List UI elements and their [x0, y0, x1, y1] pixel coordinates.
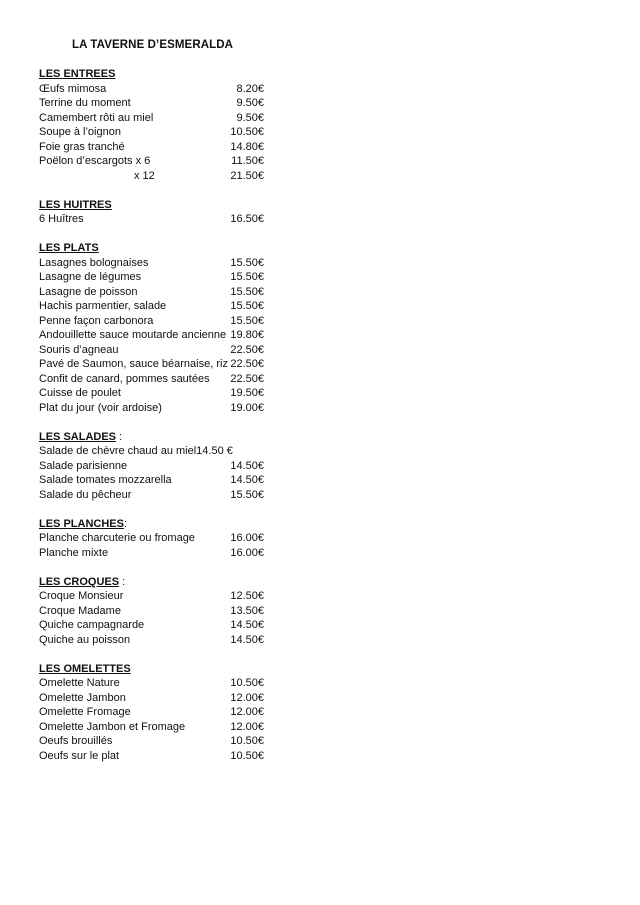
menu-item-name: Quiche campagnarde: [39, 619, 145, 631]
menu-item-name: Croque Monsieur: [39, 590, 124, 602]
menu-item-name: Andouillette sauce moutarde ancienne: [39, 329, 227, 341]
menu-item: [39, 401, 299, 416]
menu-item: [39, 256, 299, 271]
menu-item: [39, 357, 299, 372]
menu-item-name: Cuisse de poulet: [39, 387, 121, 399]
menu-item-name: Salade de chèvre chaud au miel: [39, 445, 197, 457]
menu-item-name: Souris d’agneau: [39, 343, 119, 356]
menu-item: [39, 531, 299, 546]
menu-item-price: 9.50€: [236, 97, 264, 109]
menu-item-price: 15.50€: [230, 256, 264, 269]
menu-item-name: Omelette Fromage: [39, 706, 131, 718]
menu-list: [39, 67, 299, 763]
menu-item-price: 10.50€: [230, 677, 264, 689]
menu-item: [39, 444, 299, 459]
menu-section: [39, 517, 299, 561]
menu-item-price: 19.00€: [230, 401, 264, 414]
menu-item: [39, 314, 299, 329]
menu-item: [39, 125, 299, 140]
menu-item-price: 16.00€: [230, 532, 264, 544]
menu-item-price: 21.50€: [230, 169, 264, 182]
section-heading: [39, 575, 299, 590]
menu-item: [39, 604, 299, 619]
menu-item-name: Hachis parmentier, salade: [39, 300, 167, 312]
menu-item-price: 22.50€: [230, 372, 264, 385]
section-heading: [39, 430, 299, 445]
menu-item: [39, 343, 299, 358]
menu-item-name: Penne façon carbonora: [39, 314, 154, 327]
menu-item-price: 19.50€: [230, 387, 264, 399]
menu-item: [39, 140, 299, 155]
menu-item-name: Oeufs brouillés: [39, 735, 113, 747]
section-heading: [39, 241, 299, 256]
menu-item: [39, 546, 299, 561]
menu-item: [39, 96, 299, 111]
menu-item-price: 15.50€: [230, 271, 264, 283]
menu-item: [39, 169, 299, 184]
menu-item-price: 12.00€: [230, 706, 264, 718]
menu-item: [39, 691, 299, 706]
menu-item-name: Quiche au poisson: [39, 633, 131, 646]
menu-item-price: 13.50€: [230, 604, 264, 617]
menu-item-price: 14.50€: [230, 459, 264, 472]
menu-item-name: Œufs mimosa: [39, 82, 107, 95]
menu-item-name: Soupe à l’oignon: [39, 126, 121, 138]
menu-item-name: Poëlon d’escargots x 6: [39, 155, 151, 167]
menu-item-price: 15.50€: [230, 285, 264, 298]
menu-item-price: 15.50€: [230, 314, 264, 327]
menu-item: [39, 111, 299, 126]
section-title-suffix: :: [123, 517, 128, 530]
menu-item-price: 16.50€: [230, 213, 264, 225]
menu-item: [39, 720, 299, 735]
section-heading: [39, 662, 299, 677]
menu-item: [39, 328, 299, 343]
menu-item-price: 9.50€: [236, 111, 264, 124]
section-title-suffix: :: [119, 575, 126, 588]
menu-item: [39, 473, 299, 488]
menu-item-name: Plat du jour (voir ardoise): [39, 401, 162, 414]
menu-item: [39, 676, 299, 691]
menu-section: [39, 430, 299, 503]
menu-item-name: Omelette Nature: [39, 677, 120, 689]
menu-section: [39, 67, 299, 183]
menu-item: [39, 705, 299, 720]
menu-item-name: Omelette Jambon et Fromage: [39, 720, 186, 733]
section-title: LES PLANCHES: [39, 517, 124, 530]
menu-item: [39, 618, 299, 633]
menu-item: [39, 633, 299, 648]
menu-item-price: 15.50€: [230, 488, 264, 501]
section-title: LES SALADES: [39, 430, 117, 443]
menu-item-price: 15.50€: [230, 300, 264, 312]
menu-item-name: Planche mixte: [39, 546, 109, 559]
menu-item-price: 8.20€: [236, 82, 264, 95]
menu-item-name: x 12: [134, 169, 155, 182]
menu-item-price: 12.50€: [230, 590, 264, 602]
menu-item-price: 22.50€: [230, 358, 264, 370]
menu-item: [39, 154, 299, 169]
section-heading: [39, 198, 299, 213]
menu-item-name: Lasagne de poisson: [39, 285, 138, 298]
menu-item-price: 22.50€: [230, 343, 264, 356]
menu-item-name: Lasagnes bolognaises: [39, 256, 149, 269]
menu-item-name: Confit de canard, pommes sautées: [39, 372, 210, 385]
menu-item-name: Croque Madame: [39, 604, 121, 617]
menu-item-name: Salade parisienne: [39, 459, 128, 472]
menu-item-price: 12.00€: [230, 691, 264, 704]
menu-item-name: 6 Huîtres: [39, 213, 84, 225]
menu-item: [39, 299, 299, 314]
menu-item: [39, 734, 299, 749]
page-title: LA TAVERNE D’ESMERALDA: [72, 39, 234, 51]
menu-item-name: Lasagne de légumes: [39, 271, 142, 283]
menu-item: [39, 270, 299, 285]
menu-item-price: 14.50€: [230, 474, 264, 486]
menu-item-price: 10.50€: [230, 126, 264, 138]
menu-item-price: 10.50€: [230, 735, 264, 747]
menu-item-price: 14.50€: [230, 619, 264, 631]
menu-item-name: Camembert rôti au miel: [39, 111, 154, 124]
section-heading: [39, 517, 299, 532]
menu-section: [39, 575, 299, 648]
menu-item-name: Planche charcuterie ou fromage: [39, 532, 195, 544]
section-title: LES CROQUES: [39, 575, 120, 588]
menu-item-price: 10.50€: [230, 749, 264, 762]
menu-item-price: 14.50€: [230, 633, 264, 646]
menu-item-name: Omelette Jambon: [39, 691, 126, 704]
menu-item: [39, 372, 299, 387]
menu-item: [39, 589, 299, 604]
menu-item: [39, 749, 299, 764]
menu-item: [39, 459, 299, 474]
menu-item-name: Foie gras tranché: [39, 140, 125, 153]
menu-item-price: 14.50 €: [196, 445, 233, 457]
section-title: LES OMELETTES: [39, 662, 131, 675]
menu-item-price: 12.00€: [230, 720, 264, 733]
menu-item-name: Oeufs sur le plat: [39, 749, 120, 762]
section-title: LES ENTREES: [39, 68, 116, 80]
menu-item-price: 11.50€: [231, 155, 264, 167]
menu-item-price: 19.80€: [230, 329, 264, 341]
menu-item-name: Terrine du moment: [39, 97, 131, 109]
menu-section: [39, 241, 299, 415]
section-title-suffix: :: [116, 430, 123, 443]
menu-item: [39, 488, 299, 503]
menu-item-name: Pavé de Saumon, sauce béarnaise, riz: [39, 358, 228, 370]
section-heading: [39, 67, 299, 82]
section-title: LES HUITRES: [39, 198, 112, 211]
menu-item: [39, 285, 299, 300]
menu-item-price: 16.00€: [230, 546, 264, 559]
menu-item: [39, 386, 299, 401]
menu-section: [39, 198, 299, 227]
menu-item-name: Salade du pêcheur: [39, 488, 132, 501]
menu-item: [39, 82, 299, 97]
menu-item-name: Salade tomates mozzarella: [39, 474, 172, 486]
section-title: LES PLATS: [39, 242, 99, 254]
menu-item-price: 14.80€: [230, 140, 264, 153]
menu-section: [39, 662, 299, 764]
menu-item: [39, 212, 299, 227]
